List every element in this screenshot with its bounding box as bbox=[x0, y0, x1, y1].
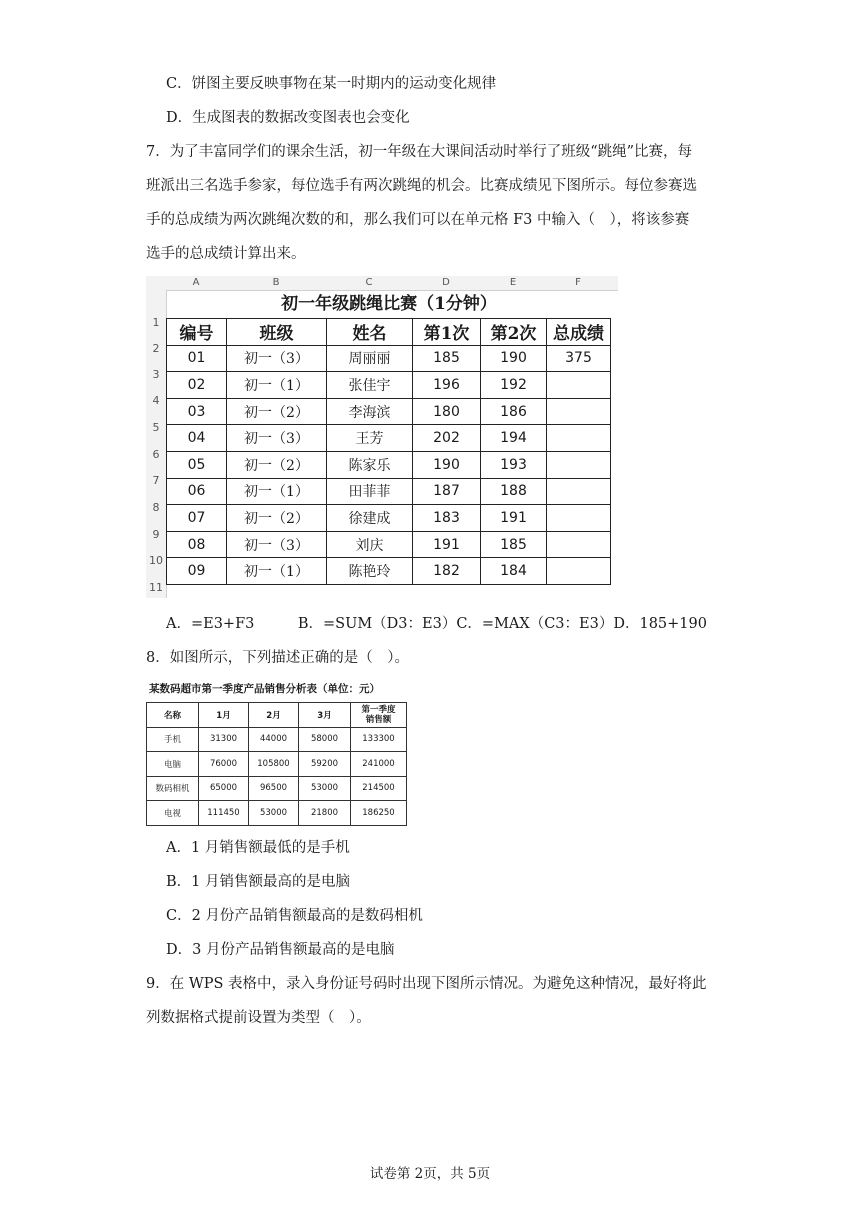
cell: 初一（2） bbox=[227, 398, 327, 425]
cell: 徐建成 bbox=[327, 505, 413, 532]
row-header: 10 bbox=[149, 554, 163, 567]
table-row bbox=[167, 505, 611, 532]
cell: 02 bbox=[167, 372, 227, 399]
cell: 241000 bbox=[351, 752, 407, 777]
col-header: B bbox=[272, 277, 280, 288]
cell bbox=[547, 478, 611, 505]
table-row bbox=[167, 531, 611, 558]
cell: 188 bbox=[481, 478, 547, 505]
cell: 07 bbox=[167, 505, 227, 532]
cell bbox=[547, 425, 611, 452]
cell: 06 bbox=[167, 478, 227, 505]
jump-rope-spreadsheet bbox=[146, 276, 618, 598]
header-cell: 第1次 bbox=[413, 319, 481, 346]
col-header: A bbox=[192, 277, 200, 288]
row-header: 7 bbox=[152, 474, 160, 487]
header-cell: 1月 bbox=[199, 703, 249, 728]
cell: 65000 bbox=[199, 776, 249, 801]
sales-spreadsheet bbox=[146, 678, 409, 830]
cell: 190 bbox=[413, 451, 481, 478]
sales-sheet-title: 某数码超市第一季度产品销售分析表（单位：元） bbox=[149, 683, 380, 695]
cell: 初一（3） bbox=[227, 425, 327, 452]
cell: 王芳 bbox=[327, 425, 413, 452]
table-row bbox=[167, 398, 611, 425]
header-cell: 3月 bbox=[299, 703, 351, 728]
cell: 111450 bbox=[199, 801, 249, 826]
cell: 陈艳玲 bbox=[327, 558, 413, 585]
cell: 09 bbox=[167, 558, 227, 585]
q7-stem-line-1: 7．为了丰富同学们的课余生活，初一年级在大课间活动时举行了班级“跳绳”比赛，每 bbox=[146, 144, 693, 160]
header-cell: 总成绩 bbox=[547, 319, 611, 346]
cell: 数码相机 bbox=[147, 776, 199, 801]
cell: 初一（2） bbox=[227, 451, 327, 478]
row-header: 4 bbox=[152, 394, 160, 407]
header-cell: 姓名 bbox=[327, 319, 413, 346]
col-header: D bbox=[442, 277, 450, 288]
cell: 133300 bbox=[351, 727, 407, 752]
cell: 01 bbox=[167, 345, 227, 372]
sales-table bbox=[146, 702, 407, 826]
table-row bbox=[167, 451, 611, 478]
cell: 186250 bbox=[351, 801, 407, 826]
cell: 184 bbox=[481, 558, 547, 585]
cell: 96500 bbox=[249, 776, 299, 801]
cell: 53000 bbox=[299, 776, 351, 801]
q8-option-d: D．3 月份产品销售额最高的是电脑 bbox=[166, 942, 395, 958]
cell bbox=[547, 372, 611, 399]
row-header: 9 bbox=[152, 528, 160, 541]
q8-stem: 8．如图所示，下列描述正确的是（ ）。 bbox=[146, 650, 409, 666]
cell: 180 bbox=[413, 398, 481, 425]
jump-rope-table bbox=[166, 318, 611, 585]
cell: 05 bbox=[167, 451, 227, 478]
cell: 182 bbox=[413, 558, 481, 585]
cell: 田菲菲 bbox=[327, 478, 413, 505]
cell: 196 bbox=[413, 372, 481, 399]
header-cell: 2月 bbox=[249, 703, 299, 728]
cell: 375 bbox=[547, 345, 611, 372]
cell: 53000 bbox=[249, 801, 299, 826]
cell: 76000 bbox=[199, 752, 249, 777]
row-header: 2 bbox=[152, 342, 160, 355]
col-header: C bbox=[365, 277, 373, 288]
row-header: 3 bbox=[152, 368, 160, 381]
cell: 191 bbox=[481, 505, 547, 532]
table-row bbox=[167, 425, 611, 452]
header-total-line-2: 销售额 bbox=[365, 714, 392, 725]
cell: 李海滨 bbox=[327, 398, 413, 425]
header-cell-total bbox=[351, 703, 407, 728]
cell: 21800 bbox=[299, 801, 351, 826]
row-header-bar bbox=[146, 290, 167, 598]
q6-option-c: C．饼图主要反映事物在某一时期内的运动变化规律 bbox=[166, 76, 497, 92]
table-row bbox=[167, 345, 611, 372]
cell: 周丽丽 bbox=[327, 345, 413, 372]
q9-stem-line-1: 9．在 WPS 表格中，录入身份证号码时出现下图所示情况。为避免这种情况，最好将此 bbox=[146, 976, 707, 992]
table-row bbox=[147, 727, 407, 752]
cell: 194 bbox=[481, 425, 547, 452]
cell bbox=[547, 531, 611, 558]
cell: 初一（1） bbox=[227, 478, 327, 505]
table-row bbox=[147, 752, 407, 777]
sales-header-row bbox=[147, 703, 407, 728]
row-header: 1 bbox=[152, 316, 160, 329]
header-cell: 编号 bbox=[167, 319, 227, 346]
cell: 初一（3） bbox=[227, 531, 327, 558]
page-footer: 试卷第 2页，共 5页 bbox=[369, 1166, 491, 1182]
q7-stem-line-4: 选手的总成绩计算出来。 bbox=[146, 246, 306, 262]
table-header-row bbox=[167, 319, 611, 346]
cell bbox=[547, 558, 611, 585]
cell: 初一（2） bbox=[227, 505, 327, 532]
cell: 电脑 bbox=[147, 752, 199, 777]
column-header-bar bbox=[146, 276, 618, 291]
table-row bbox=[147, 801, 407, 826]
q7-stem-line-3: 手的总成绩为两次跳绳次数的和，那么我们可以在单元格 F3 中输入（ ），将该参赛 bbox=[146, 212, 690, 228]
header-cell: 名称 bbox=[147, 703, 199, 728]
cell: 44000 bbox=[249, 727, 299, 752]
cell: 初一（3） bbox=[227, 345, 327, 372]
q7-stem-line-2: 班派出三名选手参家，每位选手有两次跳绳的机会。比赛成绩见下图所示。每位参赛选 bbox=[146, 178, 697, 194]
cell: 214500 bbox=[351, 776, 407, 801]
cell: 张佳宇 bbox=[327, 372, 413, 399]
q8-option-a: A．1 月销售额最低的是手机 bbox=[166, 840, 350, 856]
cell: 185 bbox=[481, 531, 547, 558]
cell: 08 bbox=[167, 531, 227, 558]
cell bbox=[547, 451, 611, 478]
header-cell: 班级 bbox=[227, 319, 327, 346]
q9-stem-line-2: 列数据格式提前设置为类型（ ）。 bbox=[146, 1010, 371, 1026]
cell: 刘庆 bbox=[327, 531, 413, 558]
cell: 105800 bbox=[249, 752, 299, 777]
cell: 193 bbox=[481, 451, 547, 478]
col-header: F bbox=[575, 277, 581, 288]
table-row bbox=[167, 558, 611, 585]
cell: 186 bbox=[481, 398, 547, 425]
cell: 192 bbox=[481, 372, 547, 399]
cell bbox=[547, 398, 611, 425]
q6-option-d: D．生成图表的数据改变图表也会变化 bbox=[166, 110, 410, 126]
cell: 电视 bbox=[147, 801, 199, 826]
sheet-title: 初一年级跳绳比赛（1分钟） bbox=[281, 294, 497, 314]
q8-option-c: C．2 月份产品销售额最高的是数码相机 bbox=[166, 908, 423, 924]
row-header: 6 bbox=[152, 448, 160, 461]
cell: 191 bbox=[413, 531, 481, 558]
table-row bbox=[167, 478, 611, 505]
table-row bbox=[147, 776, 407, 801]
row-header: 11 bbox=[149, 581, 163, 594]
col-header: E bbox=[509, 277, 517, 288]
header-total-line-1: 第一季度 bbox=[361, 704, 396, 715]
cell: 202 bbox=[413, 425, 481, 452]
cell: 初一（1） bbox=[227, 558, 327, 585]
row-header: 5 bbox=[152, 421, 160, 434]
cell: 初一（1） bbox=[227, 372, 327, 399]
q8-option-b: B．1 月销售额最高的是电脑 bbox=[166, 874, 350, 890]
cell: 183 bbox=[413, 505, 481, 532]
cell: 手机 bbox=[147, 727, 199, 752]
cell: 185 bbox=[413, 345, 481, 372]
cell bbox=[547, 505, 611, 532]
q7-options: A．=E3+F3 B．=SUM（D3：E3）C．=MAX（C3：E3）D．185+190 bbox=[166, 616, 707, 632]
cell: 陈家乐 bbox=[327, 451, 413, 478]
cell: 59200 bbox=[299, 752, 351, 777]
table-row bbox=[167, 372, 611, 399]
header-cell: 第2次 bbox=[481, 319, 547, 346]
row-header: 8 bbox=[152, 501, 160, 514]
cell: 190 bbox=[481, 345, 547, 372]
cell: 31300 bbox=[199, 727, 249, 752]
cell: 58000 bbox=[299, 727, 351, 752]
cell: 187 bbox=[413, 478, 481, 505]
cell: 04 bbox=[167, 425, 227, 452]
cell: 03 bbox=[167, 398, 227, 425]
